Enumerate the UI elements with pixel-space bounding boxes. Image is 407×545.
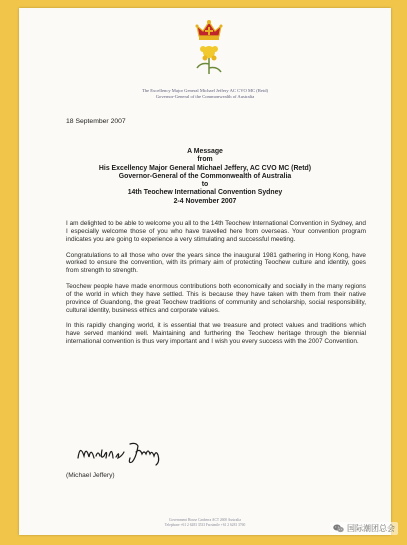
footer-line-2: Telephone +61 2 6283 3533 Facsimile +61 2 6281 3760 [164,523,246,527]
paragraph-4: In this rapidly changing world, it is essential that we treasure and protect values and traditions which have served mankind well. Maintaining and furthering the Teochew heritage through the biennial international convention is thus very important and I wish you every success with the 2007 Convention. [66,322,366,346]
paragraph-3: Teochew people have made enormous contributions both economically and socially in the many regions of the world in which they have settled. This is because they have taken with them from their native province of Guandong, the great Teochew traditions of community and scholarship, social responsibility, cultural identity, business ethics and corporate values. [66,283,366,314]
watermark [330,522,398,535]
wechat-icon [333,524,344,533]
letter-page [19,8,391,535]
heading-line-6: 14th Teochew International Convention Sydney [127,189,283,197]
footer-line-1: Government House Canberra ACT 2600 Australia [169,518,241,522]
watermark-text: 国际潮团总会 [347,524,395,533]
letter-body [66,220,366,354]
letter-date: 18 September 2007 [66,118,126,125]
message-heading [29,148,381,206]
paragraph-2: Congratulations to all those who over the years since the inaugural 1981 gathering in Hong Kong, have worked to ensure the convention, with its primary aim of protecting Teochew culture and identity, goes from strength to strength. [66,251,366,275]
crown-crest-icon [189,18,229,80]
office-line-1: The Excellency Major General Michael Jeffery AC CVO MC (Retd) [141,88,269,93]
paragraph-1: I am delighted to be able to welcome you all to the 14th Teochew International Convention in Sydney, and I especially welcome those of you who have travelled here from overseas. Your convention program indicates you are going to experience a very stimulating and successful meeting. [66,220,367,243]
handwritten-signature [76,438,166,466]
heading-line-3: His Excellency Major General Michael Jeffery, AC CVO MC (Retd) [98,164,312,172]
heading-line-4: Governor-General of the Commonwealth of Australia [118,172,292,180]
heading-line-7: 2-4 November 2007 [173,197,237,205]
letterhead-office [19,88,391,100]
heading-line-1: A Message [187,148,223,155]
heading-line-5: to [201,181,209,189]
heading-line-2: from [197,156,213,164]
office-line-2: Governor-General of the Commonwealth of Australia [155,94,255,99]
signatory-name: (Michael Jeffery) [66,472,115,479]
